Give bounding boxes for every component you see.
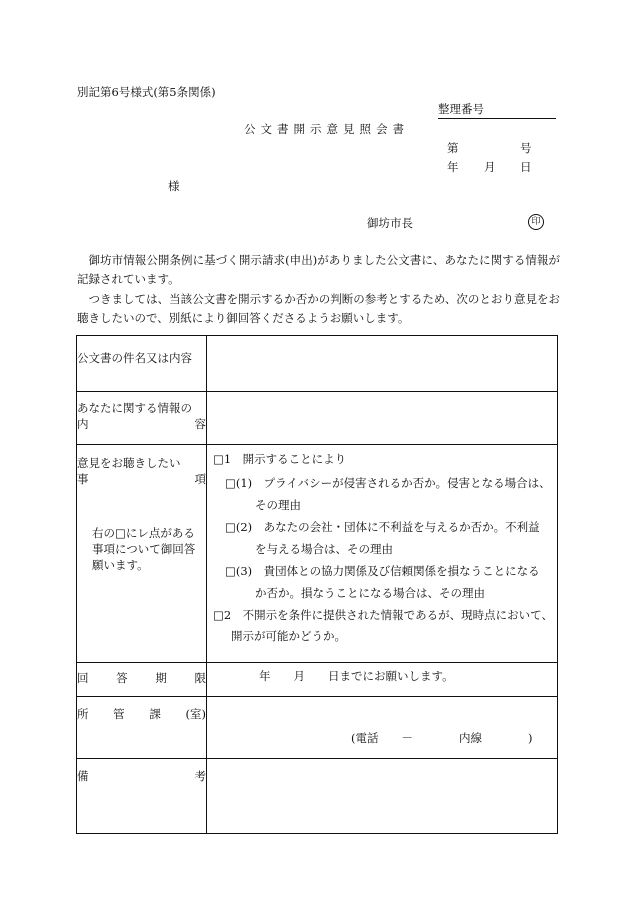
dept-label-char: 管 (113, 707, 125, 721)
items-cell (207, 445, 558, 663)
info-label (77, 392, 207, 445)
info-field[interactable] (207, 392, 558, 445)
dept-label-char: (室) (185, 707, 206, 721)
deadline-label-char: 答 (116, 671, 128, 685)
remarks-label-char: 備 (77, 769, 89, 783)
item-2[interactable]: □2 不開示を条件に提供された情報であるが、現時点において、 (213, 608, 553, 622)
sender: 御坊市長 (367, 216, 413, 230)
reference-number-label: 整理番号 (438, 102, 484, 116)
document-name-label: 公文書の件名又は内容 (77, 336, 207, 392)
items-label (77, 445, 207, 663)
items-note: 右の□にレ点がある事項について御回答願います。 (92, 526, 196, 572)
remarks-label-chars (77, 768, 206, 784)
info-label-char: 内 (77, 417, 89, 431)
date-month: 月 (484, 160, 496, 174)
addressee: 様 (168, 179, 180, 193)
item-2-cont: 開示が可能かどうか。 (231, 629, 346, 643)
items-label-line1: 意見をお聴きしたい (77, 456, 181, 470)
reference-number-field[interactable] (438, 104, 556, 119)
intro-paragraph: 御坊市情報公開条例に基づく開示請求(申出)がありました公文書に、あなたに関する情報が記録されています。 (77, 253, 560, 286)
document-title: 公文書開示意見照会書 (244, 122, 409, 136)
item-1-1[interactable]: □(1) プライバシーが侵害されるか否か。侵害となる場合は、 (225, 476, 551, 490)
dept-label (77, 697, 207, 759)
deadline-field[interactable] (207, 663, 558, 697)
items-label-char: 項 (194, 472, 206, 486)
deadline-label-char: 回 (77, 671, 89, 685)
date-day: 日 (520, 160, 532, 174)
document-name-field[interactable] (207, 336, 558, 392)
dept-field[interactable] (207, 697, 558, 759)
item-1[interactable]: □1 開示することにより (213, 452, 347, 466)
info-label-char: 容 (194, 417, 206, 431)
table-row (77, 445, 558, 663)
phone-line: (電話 － 内線 ) (351, 731, 533, 745)
date-year: 年 (447, 160, 459, 174)
table-row (77, 697, 558, 759)
table-row (77, 336, 558, 392)
remarks-field[interactable] (207, 759, 558, 834)
items-label-line2 (77, 471, 206, 487)
deadline-label-char: 期 (155, 671, 167, 685)
opinion-table (76, 335, 558, 834)
deadline-label (77, 663, 207, 697)
item-1-2-cont: を与える場合は、その理由 (255, 542, 393, 556)
deadline-label-char: 限 (194, 671, 206, 685)
table-row (77, 392, 558, 445)
deadline-label-chars (77, 670, 206, 686)
seal-icon: 印 (528, 214, 544, 230)
number-suffix: 号 (520, 141, 532, 155)
item-1-3-cont: か否か。損なうことになる場合は、その理由 (255, 586, 485, 600)
form-reference: 別記第6号様式(第5条関係) (77, 85, 216, 99)
info-label-line2 (77, 416, 206, 432)
item-1-3[interactable]: □(3) 貴団体との協力関係及び信頼関係を損なうことになる (225, 564, 540, 578)
dept-label-char: 課 (149, 707, 161, 721)
remarks-label-char: 考 (194, 769, 206, 783)
item-1-1-cont: その理由 (255, 498, 301, 512)
request-paragraph: つきましては、当該公文書を開示するか否かの判断の参考とするため、次のとおり意見をお聴きしたいので、別紙により御回答くださるようお願いします。 (77, 292, 560, 325)
item-1-2[interactable]: □(2) あなたの会社・団体に不利益を与えるか否か。不利益 (225, 520, 540, 534)
number-prefix: 第 (447, 141, 459, 155)
items-label-char: 事 (77, 472, 89, 486)
table-row (77, 663, 558, 697)
table-row (77, 759, 558, 834)
remarks-label (77, 759, 207, 834)
dept-label-chars (77, 706, 206, 722)
deadline-value: 年 月 日までにお願いします。 (259, 669, 454, 683)
dept-label-char: 所 (77, 707, 89, 721)
info-label-line1: あなたに関する情報の (77, 401, 192, 415)
